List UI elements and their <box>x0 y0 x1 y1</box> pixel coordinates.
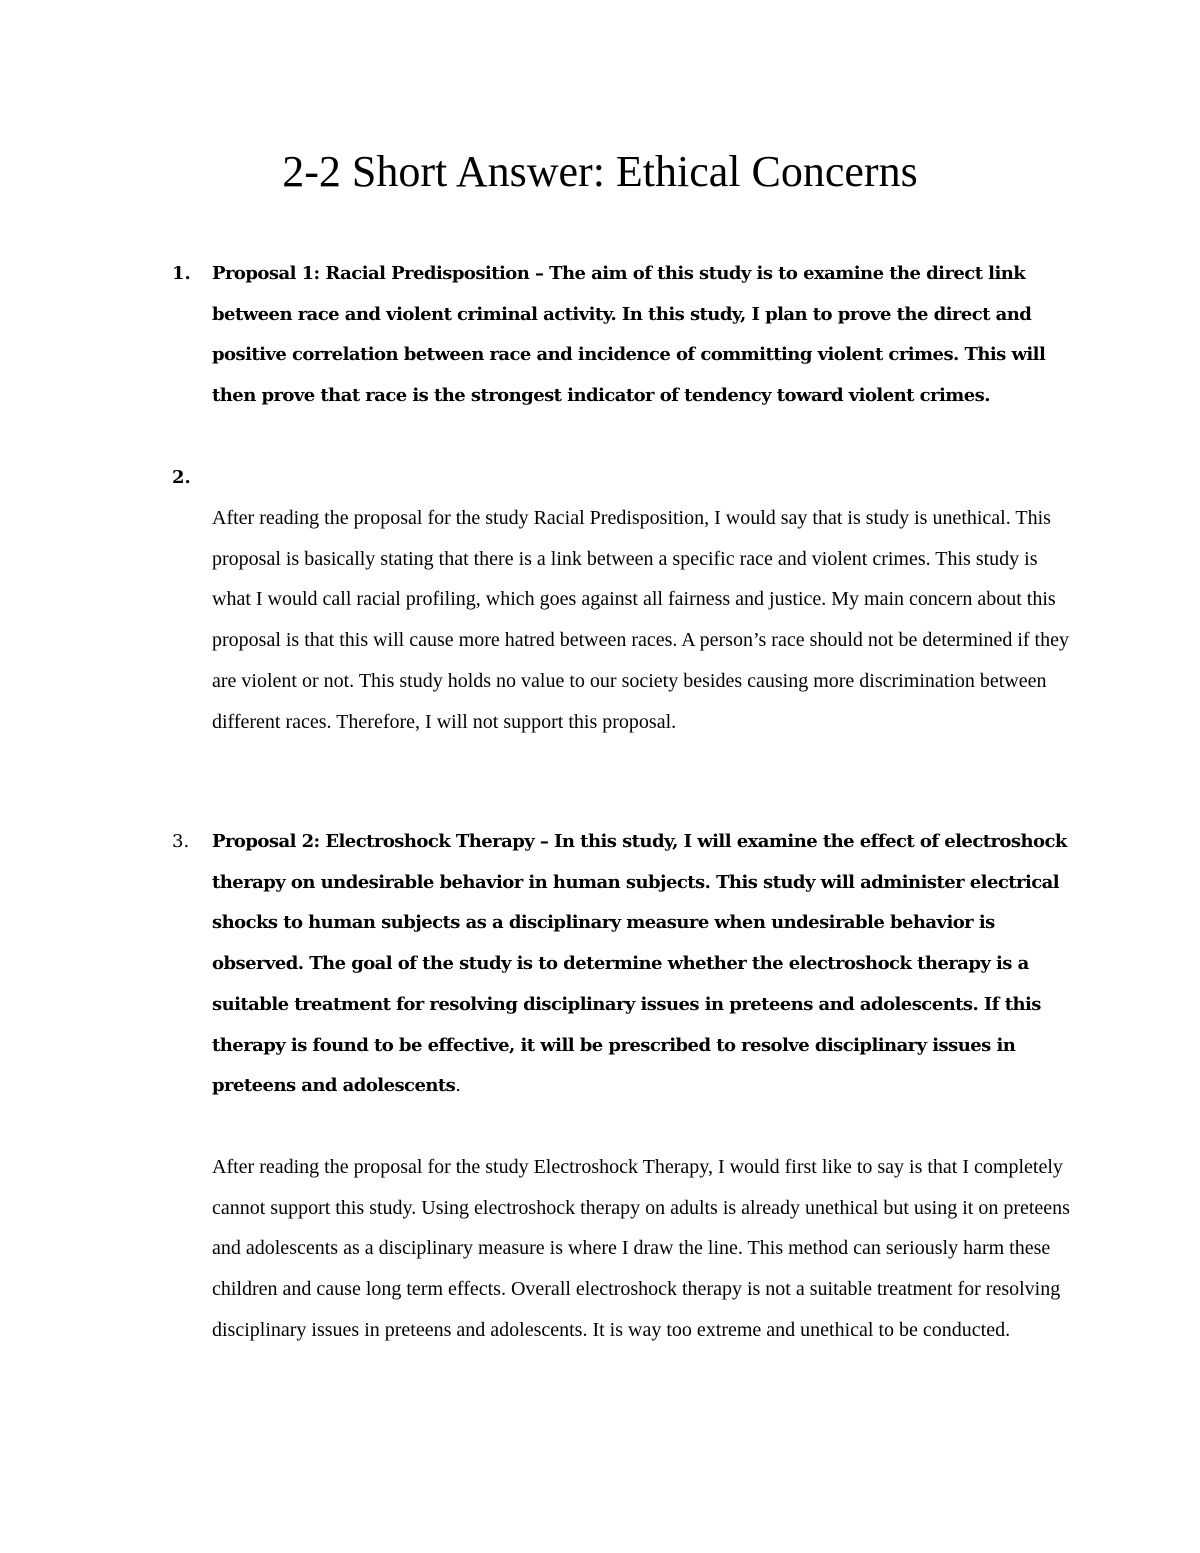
list-number-2: 2. <box>172 467 191 488</box>
answer-2-text: After reading the proposal for the study Electroshock Therapy, I would first like to say is that I completely cannot support this study. Using electroshock therapy on adults is already unethical but using it on preteens and adolescents as a disciplinary measure is where I draw the line. This method can seriously harm these children and cause long term effects. Overall electroshock therapy is not a suitable treatment for resolving disciplinary issues in preteens and adolescents. It is way too extreme and unethical to be conducted. <box>212 1156 1070 1341</box>
proposal-2-body: Proposal 2: Electroshock Therapy – In this study, I will examine the effect of electroshock therapy on undesirable behavior in human subjects. This study will administer electrical shocks to human subjects as a disciplinary measure when undesirable behavior is observed. The goal of the study is to determine whether the electroshock therapy is a suitable treatment for resolving disciplinary issues in preteens and adolescents. If this therapy is found to be effective, it will be prescribed to resolve disciplinary issues in preteens and adolescents <box>212 831 1067 1097</box>
proposal-1-text: Proposal 1: Racial Predisposition – The aim of this study is to examine the direct link between race and violent criminal activity. In this study, I plan to prove the direct and positive correlation between race and incidence of committing violent crimes. This will then prove that race is the strongest indicator of tendency toward violent crimes. <box>212 263 1046 407</box>
proposal-2-text <box>212 822 1070 1107</box>
answer-1-text: After reading the proposal for the study Racial Predisposition, I would say that is study is unethical. This proposal is basically stating that there is a link between a specific race and violent crimes. This study is what I would call racial profiling, which goes against all fairness and justice. My main concern about this proposal is that this will cause more hatred between races. A person’s race should not be determined if they are violent or not. This study holds no value to our society besides causing more discrimination between different races. Therefore, I will not support this proposal. <box>212 507 1069 733</box>
list-number-3: 3. <box>172 831 190 852</box>
list-item-1 <box>172 254 1070 417</box>
list-number-1: 1. <box>172 263 191 284</box>
proposal-2-period: . <box>455 1075 461 1097</box>
list-item-3 <box>172 822 1070 1107</box>
page-title: 2-2 Short Answer: Ethical Concerns <box>282 147 918 196</box>
